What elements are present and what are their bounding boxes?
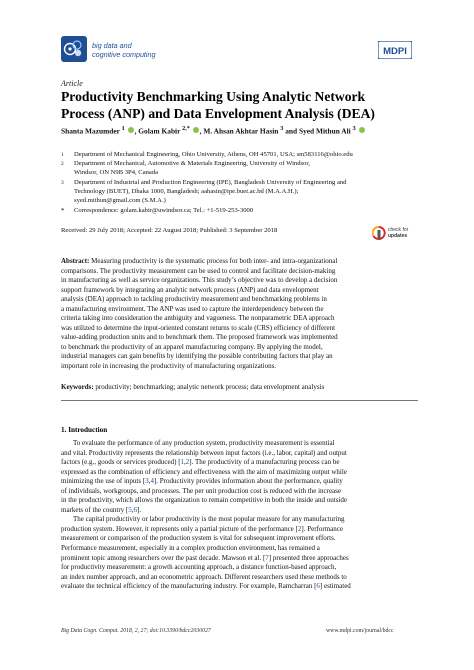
check-for-updates-line2: updates xyxy=(388,232,408,239)
abstract-line: analysis (DEA) approach to tackling productivity measurement and benchmarking problems in xyxy=(61,295,327,304)
body-line xyxy=(61,468,418,478)
reference-link[interactable]: 4 xyxy=(150,477,154,486)
keywords xyxy=(61,383,418,391)
author-name[interactable]: M. Ahsan Akhtar Hasin xyxy=(203,126,279,136)
abstract-line: was utilized to determine the input-oriented constant returns to scale (CRS) efficiency of different xyxy=(61,323,336,332)
author-affiliation-mark: 3 xyxy=(280,126,284,132)
body-line xyxy=(61,506,418,516)
body-text-span: , xyxy=(184,458,186,467)
affiliation-mark: 1 xyxy=(61,152,64,158)
body-text-span: , xyxy=(148,477,151,486)
footer-citation: Big Data Cogn. Comput. 2018, 2, 27; doi:10.3390/bdcc2030027 xyxy=(61,628,211,634)
body-text-span: ]. Productivity provides information about the performance, quality xyxy=(153,477,343,486)
abstract-line: value-adding production units and to benchmark them. The proposed framework was implemented xyxy=(61,333,338,342)
body-line xyxy=(61,458,418,468)
journal-name-line1: big data and xyxy=(92,41,132,50)
body-line xyxy=(61,496,418,506)
paper-title xyxy=(61,88,421,122)
abstract-line: comparisons. The productivity measurement can be used to control and facilitate decision-making xyxy=(61,266,336,275)
journal-name-line2: cognitive computing xyxy=(92,50,156,59)
body-text-span: markets of the country [ xyxy=(61,505,129,514)
author-separator: , xyxy=(199,126,204,136)
body-line xyxy=(61,544,418,554)
orcid-icon[interactable] xyxy=(193,127,199,133)
reference-link[interactable]: 2 xyxy=(297,524,302,533)
author-separator: , xyxy=(134,126,139,136)
body-text-span: in the productivity, which allows the organization to remain competitive in both the inside and outside xyxy=(61,496,347,505)
affiliation-line: Department of Mechanical, Automotive & Materials Engineering, University of Windsor, xyxy=(74,160,310,167)
abstract-line: industrial managers can gain benefits by identifying the possible contributing factors that play an xyxy=(61,352,333,361)
keywords-label: Keywords: xyxy=(61,383,94,391)
reference-link[interactable]: 5 xyxy=(128,505,132,514)
abstract-line: Measuring productivity is the systematic process for both inter- and intra-organizational xyxy=(89,257,338,265)
body-line xyxy=(61,563,418,573)
affiliation-line: Technology (BUET), Dhaka 1000, Bangladesh; aahasin@ipe.buet.ac.bd (M.A.A.H.); xyxy=(74,188,299,195)
abstract-line: important role in increasing the productivity of manufacturing organizations. xyxy=(61,362,277,371)
body-line xyxy=(61,582,418,592)
body-text-span: , xyxy=(131,505,134,514)
body-text-span: To evaluate the performance of any production system, productivity measurement is essential xyxy=(73,439,335,447)
body-text-span: ] presented three approaches xyxy=(268,553,349,562)
affiliation-line: syed.mithun@gmail.com (S.M.A.) xyxy=(74,197,166,204)
body-line xyxy=(61,525,418,535)
reference-link[interactable]: 2 xyxy=(185,458,190,467)
publication-dates: Received: 29 July 2018; Accepted: 22 August 2018; Published: 3 September 2018 xyxy=(61,227,278,234)
body-text-span: ]. Performance xyxy=(301,524,343,533)
body-text-span: The capital productivity or labor productivity is the most popular measure for any manufacturing xyxy=(73,515,345,524)
body-line xyxy=(61,439,418,449)
abstract xyxy=(61,257,418,372)
journal-logo-icon xyxy=(61,36,87,62)
author-list xyxy=(61,126,441,135)
body-line xyxy=(61,515,418,525)
abstract-line: a manufacturing environment. The ANP was used to capture the interdependency between the xyxy=(61,304,324,313)
reference-link[interactable]: 6 xyxy=(316,582,320,591)
reference-link[interactable]: 7 xyxy=(265,553,269,562)
abstract-line: criteria taking into consideration the ambiguity and vagueness. The nonparametric DEA approach xyxy=(61,314,335,323)
body-text-span: Performance measurement, especially in a complex production environment, has remained a xyxy=(61,544,320,553)
body-line xyxy=(61,534,418,544)
affiliation-line: Windsor, ON N9B 3P4, Canada xyxy=(74,169,159,176)
reference-link[interactable]: 1 xyxy=(180,458,185,467)
affiliation-line: Department of Mechanical Engineering, Ohio University, Athens, OH 45701, USA; sm583116@ohio.edu xyxy=(74,151,353,158)
author-affiliation-mark: 2,* xyxy=(182,126,190,132)
keywords-text: productivity; benchmarking; analytic network process; data envelopment analysis xyxy=(93,383,325,391)
author-separator: and xyxy=(283,126,299,136)
author-affiliation-mark: 3 xyxy=(352,126,356,132)
author-name[interactable]: Shanta Mazumder xyxy=(61,126,120,136)
body-line xyxy=(61,449,418,459)
body-text-span: evaluate the technical efficiency of the manufacturing industry. For example, Ramcharran [ xyxy=(61,582,317,591)
body-text-span: ]. xyxy=(137,505,142,514)
check-for-updates-label xyxy=(388,228,408,239)
section-heading: 1. Introduction xyxy=(61,426,108,434)
body-text-span: expressed as the combination of efficiency and effectiveness with the aim of maximizing output while xyxy=(61,467,347,476)
paper-title-line2: Process (ANP) and Data Envelopment Analysis (DEA) xyxy=(61,106,375,121)
correspondence-line: Correspondence: golam.kabir@uwindsor.ca; Tel.: +1-519-253-3000 xyxy=(74,207,254,214)
body-line xyxy=(61,573,418,583)
affiliation-line: Department of Industrial and Production Engineering (IPE), Bangladesh University of Engineering and xyxy=(74,179,347,186)
body-text-span: an index number approach, and an econometric approach. Different researchers used these methods to xyxy=(61,572,347,581)
publisher-name: MDPI xyxy=(383,45,407,57)
body-text xyxy=(61,439,418,592)
publisher-logo xyxy=(378,41,412,59)
body-line xyxy=(61,477,418,487)
body-text-span: prominent topic among researchers over the past decade. Mawson et al. [ xyxy=(61,553,266,562)
correspondence-mark: * xyxy=(61,207,65,215)
body-text-span: for productivity measurement: a growth accounting approach, a distance function-based approach, xyxy=(61,563,337,572)
body-text-span: of individuals, workgroups, and processes. The per unit production cost is reduced with the increase xyxy=(61,486,341,495)
paper-title-line1: Productivity Benchmarking Using Analytic Network xyxy=(61,89,366,104)
orcid-icon[interactable] xyxy=(128,127,134,133)
body-text-span: production system. However, it represents only a partial picture of the performance [ xyxy=(61,524,298,533)
body-text-span: minimizing the use of inputs [ xyxy=(61,477,146,486)
body-text-span: measurement or comparison of the production system is vital for subsequent improvement efforts. xyxy=(61,534,336,543)
affiliation-mark: 3 xyxy=(61,180,64,186)
body-text-span: factors (e.g., goods or services produced) [ xyxy=(61,458,181,467)
check-for-updates-line1: check for xyxy=(388,227,409,233)
author-name[interactable]: Syed Mithun Ali xyxy=(298,126,351,136)
section-divider xyxy=(61,400,418,401)
check-for-updates-icon xyxy=(372,226,386,242)
body-text-span: ] estimated xyxy=(319,582,351,591)
affiliation-mark: 2 xyxy=(61,161,64,167)
journal-name xyxy=(92,41,156,59)
body-text-span: and vital. Productivity represents the relationship between input factors (i.e., labor, capital) and output xyxy=(61,448,347,457)
reference-link[interactable]: 3 xyxy=(145,477,149,486)
footer-journal-url[interactable]: www.mdpi.com/journal/bdcc xyxy=(326,628,394,634)
body-text-span: ]. The productivity of a manufacturing process can be xyxy=(189,458,340,467)
article-type: Article xyxy=(61,79,83,88)
body-line xyxy=(61,554,418,564)
abstract-line: support framework by integrating an analytic network process (ANP) and data envelopment xyxy=(61,285,319,294)
abstract-line: to benchmark the productivity of an apparel manufacturing company. By applying the model, xyxy=(61,342,323,351)
author-affiliation-mark: 1 xyxy=(121,126,125,132)
abstract-label: Abstract: xyxy=(61,257,90,265)
author-name[interactable]: Golam Kabir xyxy=(138,126,181,136)
orcid-icon[interactable] xyxy=(359,127,365,133)
check-for-updates-button[interactable] xyxy=(372,224,412,246)
abstract-line: in manufacturing as well as service organizations. This study’s objective was to develop a decision xyxy=(61,276,338,285)
reference-link[interactable]: 6 xyxy=(133,505,138,514)
body-line xyxy=(61,487,418,497)
